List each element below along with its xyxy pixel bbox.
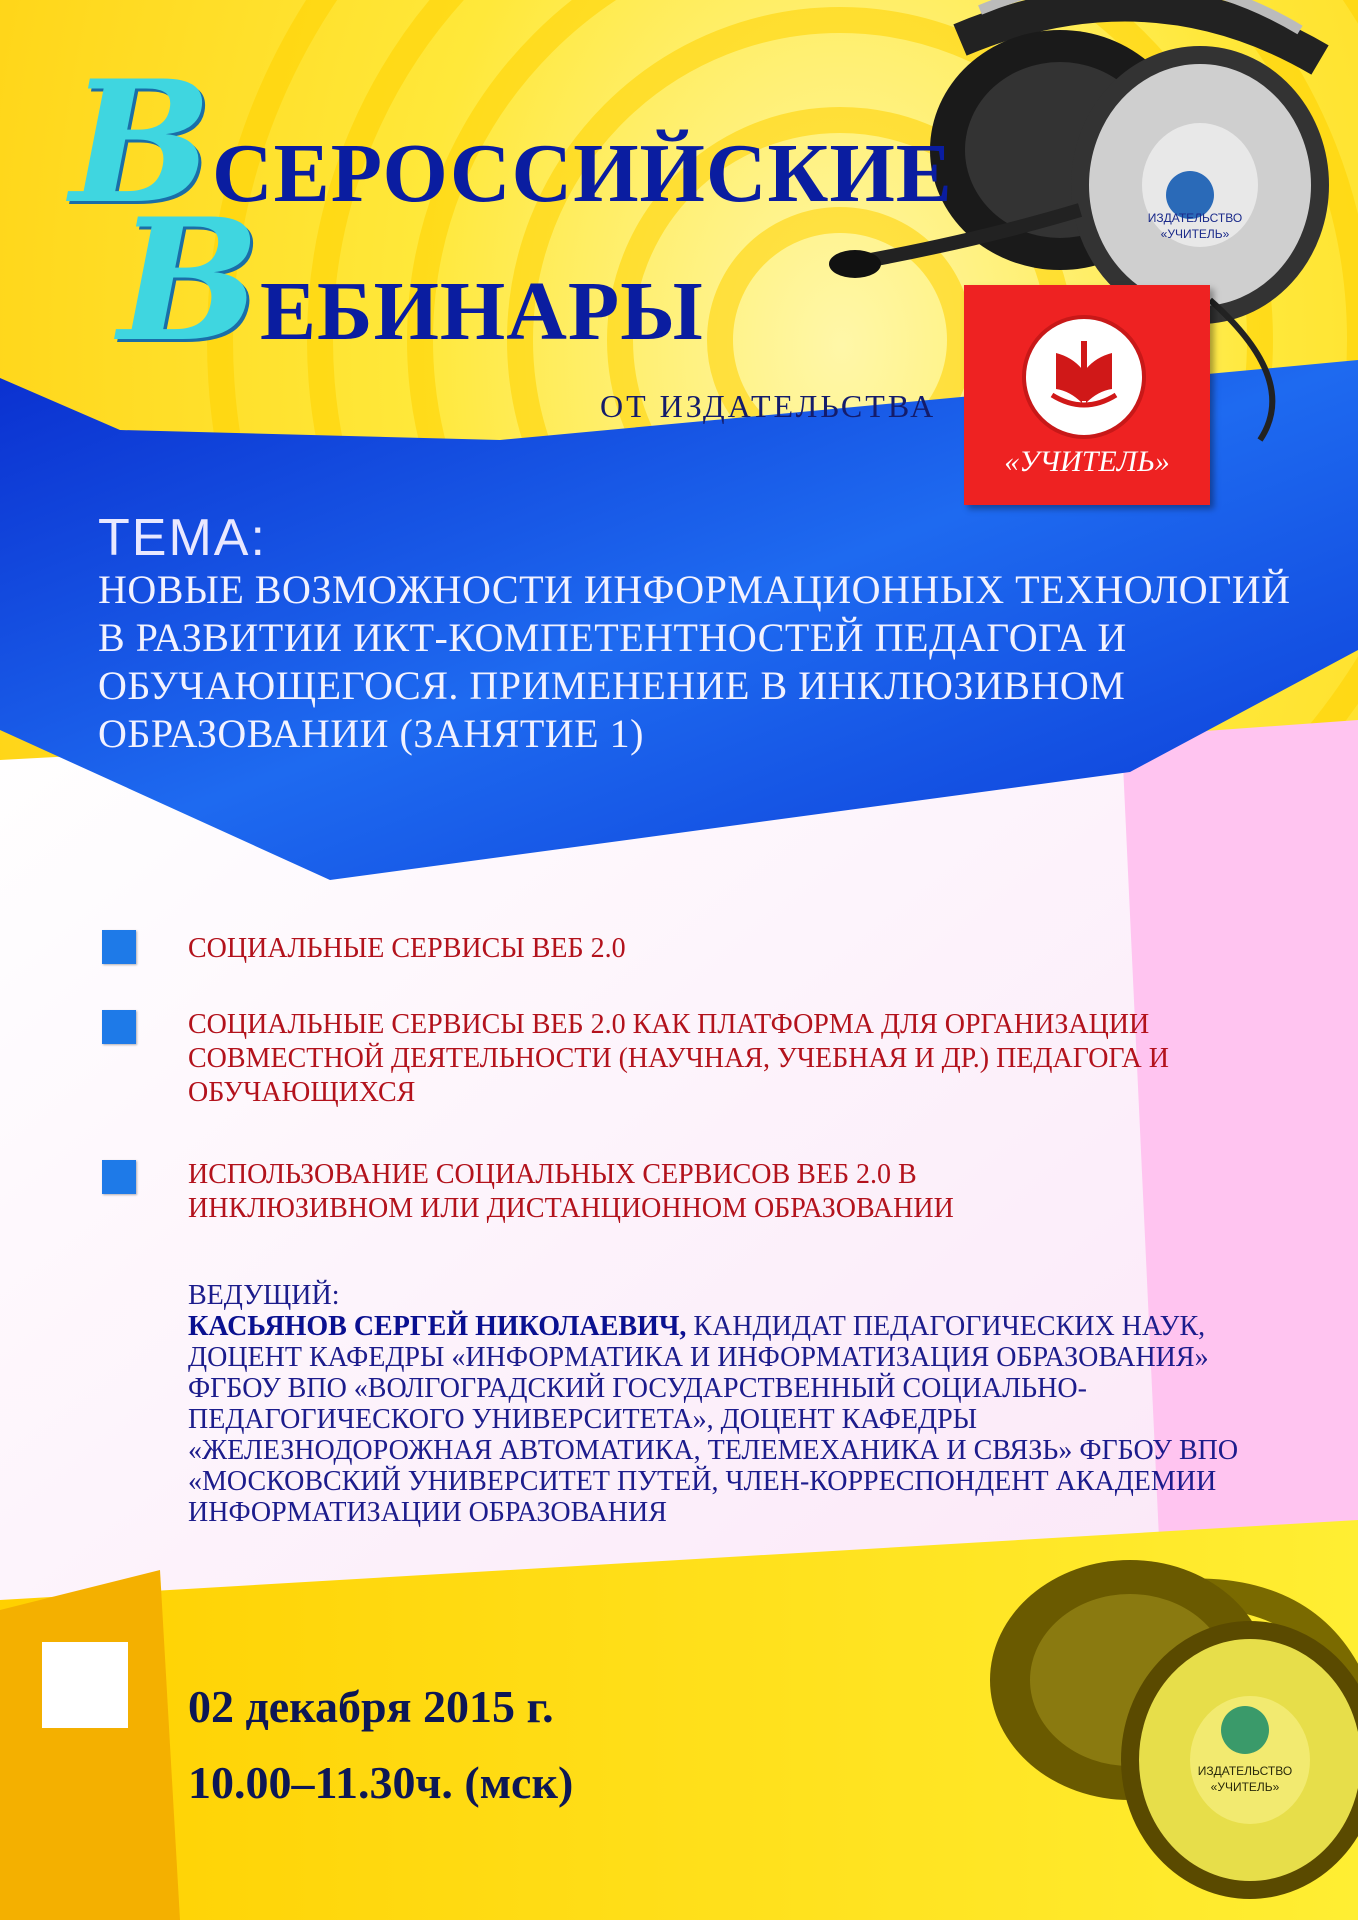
white-square-decoration	[42, 1642, 128, 1728]
headphone-label-top-1: ИЗДАТЕЛЬСТВО	[1147, 211, 1243, 225]
agenda-item-3: ИСПОЛЬЗОВАНИЕ СОЦИАЛЬНЫХ СЕРВИСОВ ВЕБ 2.0 В ИНКЛЮЗИВНОМ ИЛИ ДИСТАНЦИОННОМ ОБРАЗОВАНИИ	[188, 1159, 954, 1224]
host-bio: КАНДИДАТ ПЕДАГОГИЧЕСКИХ НАУК, ДОЦЕНТ КАФЕДРЫ «ИНФОРМАТИКА И ИНФОРМАТИЗАЦИЯ ОБРАЗОВАНИЯ» ФГБОУ ВПО «ВОЛГОГРАДСКИЙ ГОСУДАРСТВЕННЫЙ СОЦИАЛЬНО-ПЕДАГОГИЧЕСКОГО УНИВЕРСИТЕТА», ДОЦЕНТ КАФЕДРЫ «ЖЕЛЕЗНОДОРОЖНАЯ АВТОМАТИКА, ТЕЛЕМЕХАНИКА И СВЯЗЬ» ФГБОУ ВПО «МОСКОВСКИЙ УНИВЕРСИТЕТ ПУТЕЙ, ЧЛЕН-КОРРЕСПОНДЕНТ АКАДЕМИИ ИНФОРМАТИЗАЦИИ ОБРАЗОВАНИЯ	[188, 1311, 1239, 1528]
publisher-prefix: ОТ ИЗДАТЕЛЬСТВА	[600, 388, 937, 424]
orange-corner	[0, 1570, 180, 1920]
headphone-label-bottom-1: ИЗДАТЕЛЬСТВО	[1197, 1764, 1293, 1778]
host-block	[188, 1280, 1268, 1528]
webinar-time: 10.00–11.30ч. (мск)	[188, 1757, 574, 1808]
headphone-label-top-2: «УЧИТЕЛЬ»	[1160, 227, 1230, 241]
host-name: КАСЬЯНОВ СЕРГЕЙ НИКОЛАЕВИЧ,	[188, 1311, 687, 1342]
title-rest-1: СЕРОССИЙСКИЕ	[212, 127, 953, 220]
topic-label: ТЕМА:	[98, 509, 267, 567]
title-initial-1: В	[70, 43, 212, 241]
agenda-bullet-icon	[102, 1010, 136, 1044]
host-label: ВЕДУЩИЙ:	[188, 1280, 340, 1311]
title-initial-2: В	[118, 181, 260, 379]
agenda-bullet-icon	[102, 930, 136, 964]
title-rest-2: ЕБИНАРЫ	[260, 265, 704, 358]
title-line-2	[118, 181, 704, 379]
headphone-label-bottom-2: «УЧИТЕЛЬ»	[1210, 1780, 1280, 1794]
webinar-date: 02 декабря 2015 г.	[188, 1681, 554, 1732]
book-emblem-icon	[1022, 315, 1146, 439]
agenda-item-2: СОЦИАЛЬНЫЕ СЕРВИСЫ ВЕБ 2.0 КАК ПЛАТФОРМА ДЛЯ ОРГАНИЗАЦИИ СОВМЕСТНОЙ ДЕЯТЕЛЬНОСТИ (НАУЧНАЯ, УЧЕБНАЯ И ДР.) ПЕДАГОГА И ОБУЧАЮЩИХСЯ	[188, 1009, 1169, 1108]
agenda-item-1: СОЦИАЛЬНЫЕ СЕРВИСЫ ВЕБ 2.0	[188, 933, 626, 964]
topic-text: НОВЫЕ ВОЗМОЖНОСТИ ИНФОРМАЦИОННЫХ ТЕХНОЛОГИЙ В РАЗВИТИИ ИКТ-КОМПЕТЕНТНОСТЕЙ ПЕДАГОГА И ОБУЧАЮЩЕГОСЯ. ПРИМЕНЕНИЕ В ИНКЛЮЗИВНОМ ОБРАЗОВАНИИ (ЗАНЯТИЕ 1)	[98, 567, 1291, 756]
agenda-bullet-icon	[102, 1160, 136, 1194]
host-details	[188, 1311, 1268, 1528]
publisher-logo	[964, 285, 1210, 505]
logo-name: «УЧИТЕЛЬ»	[1004, 445, 1170, 478]
